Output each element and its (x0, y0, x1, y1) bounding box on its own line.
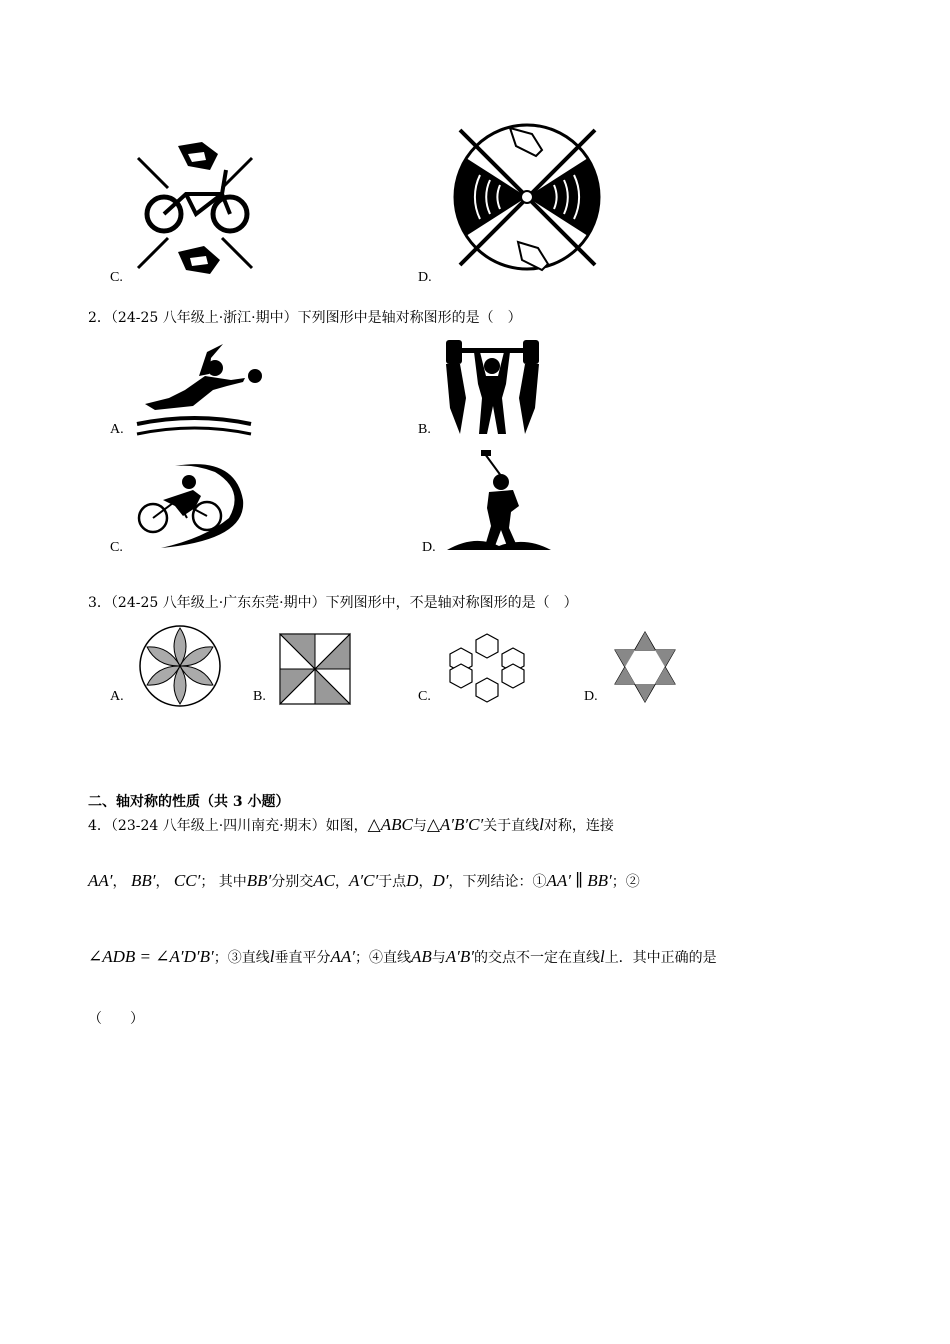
q1-option-c-label[interactable]: C. (110, 270, 123, 285)
q4-conclusion-2: ② (625, 874, 640, 890)
q3-option-c-figure (444, 630, 530, 706)
q4-intro: （23-24 八年级上·四川南充·期末）如图， (110, 818, 368, 834)
q2-option-d-figure (445, 450, 555, 555)
q3-stem (88, 592, 578, 612)
q4-comma-3: ， (335, 874, 349, 890)
q4-triangle-abc: △ABC (367, 815, 413, 834)
q4-line-3 (88, 947, 717, 967)
q4-answer-paren[interactable]: （ ） (88, 1011, 144, 1027)
q1-option-d-label[interactable]: D. (418, 270, 432, 285)
q4-seg-ab: AB (410, 947, 432, 966)
q4-seg-bb: BB′ (130, 871, 156, 890)
q3-option-b-label[interactable]: B. (253, 689, 266, 704)
section-2-title: 二、轴对称的性质（共 3 小题） (88, 794, 290, 810)
q2-option-b-figure (440, 338, 545, 438)
q4-seg-ab-prime: A′B′ (445, 947, 474, 966)
q2-option-d-label[interactable]: D. (422, 540, 436, 555)
q4-conclusion-3: ；③直线 (213, 950, 270, 966)
q2-option-b-label[interactable]: B. (418, 422, 431, 437)
q2-option-a-label[interactable]: A. (110, 422, 124, 437)
q1-option-d-figure (450, 120, 605, 275)
q3-option-c-label[interactable]: C. (418, 689, 431, 704)
q4-seg-ac: AC (313, 871, 335, 890)
q2-option-c-label[interactable]: C. (110, 540, 123, 555)
q4-semicolon-2: ； (611, 874, 626, 890)
q4-line-1 (88, 815, 614, 835)
q4-seg-aa-3: AA′ (330, 947, 355, 966)
q4-end: 上．其中正确的是 (604, 950, 717, 966)
q2-number: 2． (88, 310, 111, 326)
q2-option-a-figure (135, 340, 265, 440)
q4-point-d: D (406, 871, 419, 890)
q4-conclusion-4: ；④直线 (354, 950, 411, 966)
q4-not-on-line: 的交点不一定在直线 (473, 950, 600, 966)
q4-with: 与 (412, 818, 427, 834)
q3-option-a-figure (138, 624, 222, 708)
q4-triangle-abc-prime: △A′B′C′ (426, 815, 484, 834)
q4-seg-cc: CC′ (173, 871, 201, 890)
q3-number: 3． (88, 595, 111, 611)
q4-perp-bisect: 垂直平分 (274, 950, 331, 966)
q4-line-l: l (539, 815, 544, 834)
q4-line-2 (88, 871, 640, 891)
q2-stem (88, 307, 522, 327)
q2-option-c-figure (135, 460, 250, 555)
q4-comma-1: ， (112, 874, 127, 890)
q1-option-c-figure (130, 140, 260, 280)
q4-symmetric-connect: 对称，连接 (543, 818, 614, 834)
q4-comma-4: ， (418, 874, 433, 890)
q4-yu: 与 (431, 950, 446, 966)
q3-text: （24-25 八年级上·广东东莞·期中）下列图形中，不是轴对称图形的是（ ） (110, 595, 578, 611)
q4-number: 4． (88, 818, 111, 834)
q4-intersect: 分别交 (271, 874, 314, 890)
q4-seg-aa: AA′ (88, 871, 113, 890)
q4-line-l-2: l (269, 947, 275, 966)
q3-option-a-label[interactable]: A. (110, 689, 124, 704)
q4-angle-eq: ∠ADB = ∠A′D′B′ (88, 947, 214, 966)
q3-option-b-figure (280, 634, 350, 704)
q4-semicolon-1: ； (200, 874, 215, 890)
q4-line-l-3: l (599, 947, 605, 966)
q4-point-d-prime: D′ (432, 871, 449, 890)
q4-where: 其中 (218, 874, 247, 890)
q3-option-d-label[interactable]: D. (584, 689, 598, 704)
q4-at-points: 于点 (378, 874, 407, 890)
q4-about-line: 关于直线 (483, 818, 540, 834)
q4-comma-2: ， (155, 874, 170, 890)
q3-option-d-figure (610, 630, 680, 704)
q4-parallel: AA′ ∥ BB′ (546, 871, 612, 890)
q4-seg-ac-prime: A′C′ (349, 871, 379, 890)
q4-conclusions: ，下列结论：① (448, 874, 547, 890)
q4-seg-bb-2: BB′ (246, 871, 272, 890)
q2-text: （24-25 八年级上·浙江·期中）下列图形中是轴对称图形的是（ ） (110, 310, 522, 326)
